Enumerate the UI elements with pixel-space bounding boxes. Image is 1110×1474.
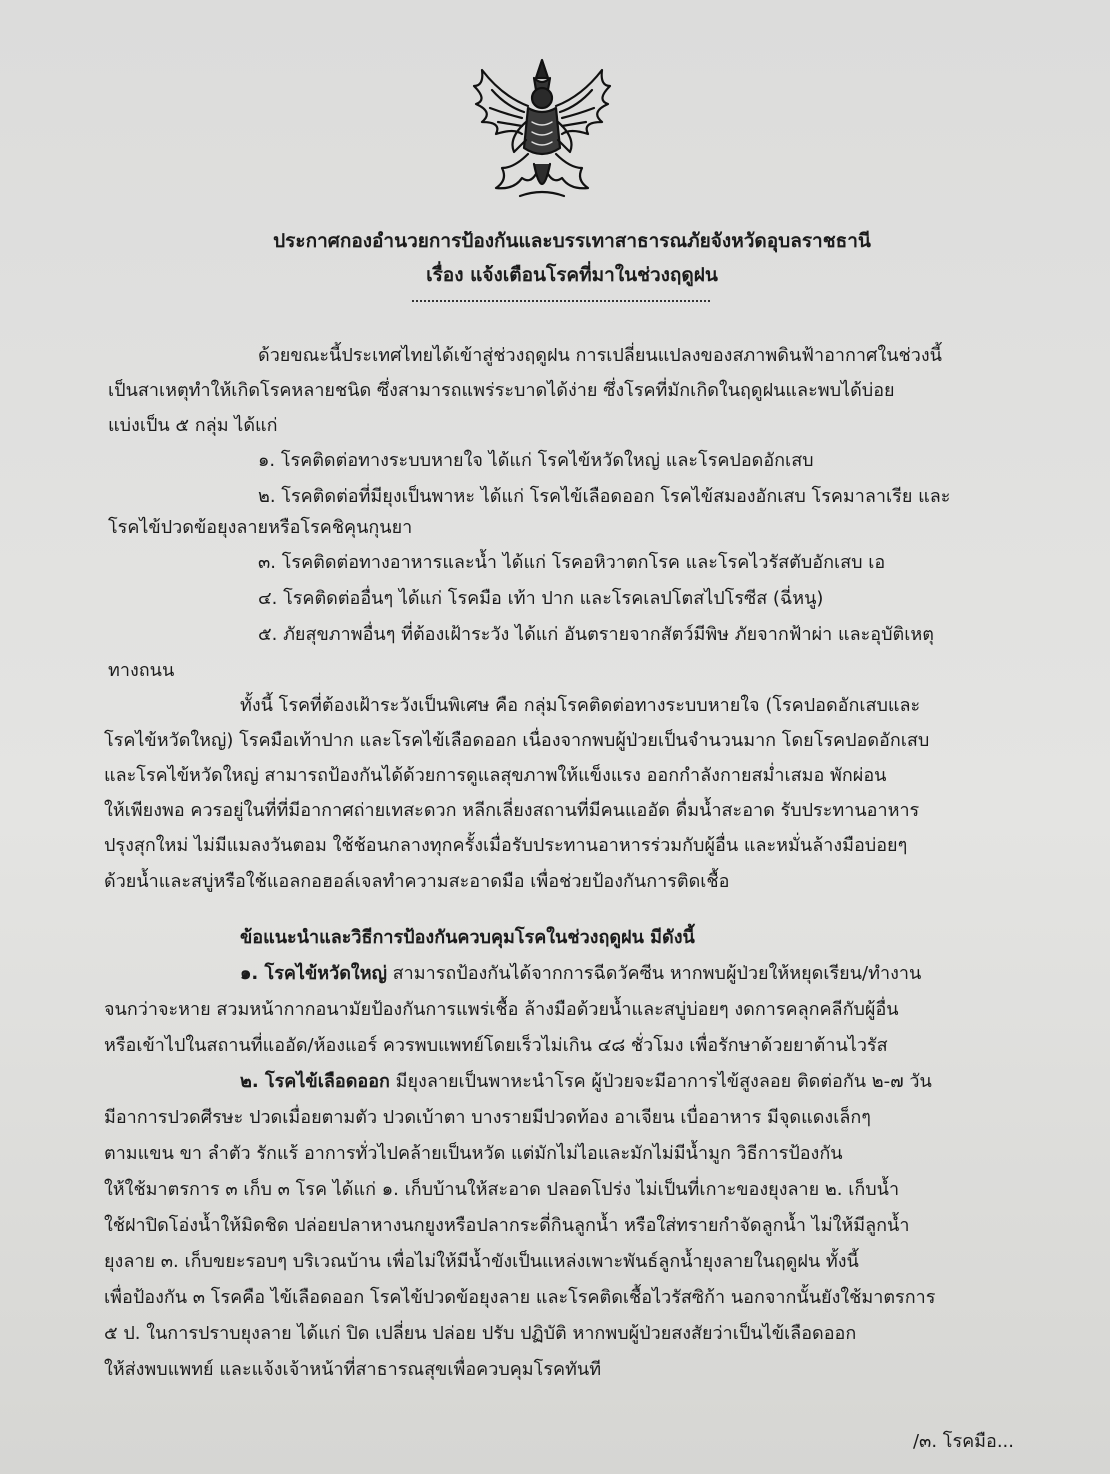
dengue-line-1 [240, 1070, 932, 1094]
intro-line-1: ด้วยขณะนี้ประเทศไทยได้เข้าสู่ช่วงฤดูฝน การเปลี่ยนแปลงของสภาพดินฟ้าอากาศในช่วงนี้ [258, 345, 942, 366]
flu-line-1 [240, 962, 921, 986]
dengue-heading: ๒. โรคไข้เลือดออก [240, 1071, 390, 1092]
announcement-title: ประกาศกองอำนวยการป้องกันและบรรเทาสาธารณภัยจังหวัดอุบลราชธานี [273, 230, 871, 252]
continuation-note: /๓. โรคมือ... [912, 1431, 1014, 1452]
special-line-5: ปรุงสุกใหม่ ไม่มีแมลงวันตอม ใช้ช้อนกลางทุกครั้งเมื่อรับประทานอาหารร่วมกับผู้อื่น และหมั่นล้างมือบ่อยๆ [104, 835, 908, 856]
intro-line-2: เป็นสาเหตุทำให้เกิดโรคหลายชนิด ซึ่งสามารถแพร่ระบาดได้ง่าย ซึ่งโรคที่มักเกิดในฤดูฝนและพบได้บ่อย [108, 380, 895, 401]
intro-line-3: แบ่งเป็น ๕ กลุ่ม ได้แก่ [108, 415, 278, 436]
dengue-line-9: ให้ส่งพบแพทย์ และแจ้งเจ้าหน้าที่สาธารณสุขเพื่อควบคุมโรคทันที [104, 1359, 602, 1380]
dengue-line-8: ๕ ป. ในการปราบยุงลาย ได้แก่ ปิด เปลี่ยน ปล่อย ปรับ ปฏิบัติ หากพบผู้ป่วยสงสัยว่าเป็นไข้เลือดออก [104, 1323, 857, 1344]
special-line-4: ให้เพียงพอ ควรอยู่ในที่ที่มีอากาศถ่ายเทสะดวก หลีกเลี่ยงสถานที่มีคนแออัด ดื่มน้ำสะอาด รับประทานอาหาร [104, 800, 920, 821]
dengue-line-7: เพื่อป้องกัน ๓ โรคคือ ไข้เลือดออก โรคไข้ปวดข้อยุงลาย และโรคติดเชื้อไวรัสซิก้า นอกจากนั้นยังใช้มาตรการ [104, 1287, 936, 1308]
dotted-divider [412, 300, 710, 302]
special-line-6: ด้วยน้ำและสบู่หรือใช้แอลกอฮอล์เจลทำความสะอาดมือ เพื่อช่วยป้องกันการติดเชื้อ [104, 871, 730, 892]
garuda-emblem [462, 56, 622, 206]
special-line-2: โรคไข้หวัดใหญ่) โรคมือเท้าปาก และโรคไข้เลือดออก เนื่องจากพบผู้ป่วยเป็นจำนวนมาก โดยโรคปอดอักเสบ [104, 730, 930, 751]
group-5-line-1: ๕. ภัยสุขภาพอื่นๆ ที่ต้องเฝ้าระวัง ได้แก่ อันตรายจากสัตว์มีพิษ ภัยจากฟ้าผ่า และอุบัติเหตุ [258, 624, 934, 645]
group-5-line-2: ทางถนน [108, 660, 175, 681]
group-2-line-1: ๒. โรคติดต่อที่มียุงเป็นพาหะ ได้แก่ โรคไข้เลือดออก โรคไข้สมองอักเสบ โรคมาลาเรีย และ [258, 486, 951, 507]
flu-text-1: สามารถป้องกันได้จากการฉีดวัคซีน หากพบผู้ป่วยให้หยุดเรียน/ทำงาน [386, 963, 922, 984]
dengue-line-6: ยุงลาย ๓. เก็บขยะรอบๆ บริเวณบ้าน เพื่อไม่ให้มีน้ำขังเป็นแหล่งเพาะพันธ์ลูกน้ำยุงลายในฤดูฝน ทั้งนี้ [104, 1251, 859, 1272]
dengue-line-5: ใช้ฝาปิดโอ่งน้ำให้มิดชิด ปล่อยปลาหางนกยูงหรือปลากระดี่กินลูกน้ำ หรือใส่ทรายกำจัดลูกน้ำ ไม่ให้มีลูกน้ำ [104, 1215, 910, 1236]
flu-line-3: หรือเข้าไปในสถานที่แออัด/ห้องแอร์ ควรพบแพทย์โดยเร็วไม่เกิน ๔๘ ชั่วโมง เพื่อรักษาด้วยยาต้านไวรัส [104, 1035, 888, 1056]
special-line-1: ทั้งนี้ โรคที่ต้องเฝ้าระวังเป็นพิเศษ คือ กลุ่มโรคติดต่อทางระบบหายใจ (โรคปอดอักเสบและ [240, 695, 921, 716]
dengue-line-4: ให้ใช้มาตรการ ๓ เก็บ ๓ โรค ได้แก่ ๑. เก็บบ้านให้สะอาด ปลอดโปร่ง ไม่เป็นที่เกาะของยุงลาย ๒. เก็บน้ำ [104, 1179, 900, 1200]
dengue-line-2: มีอาการปวดศีรษะ ปวดเมื่อยตามตัว ปวดเบ้าตา บางรายมีปวดท้อง อาเจียน เบื่ออาหาร มีจุดแดงเล็กๆ [104, 1107, 871, 1128]
group-1: ๑. โรคติดต่อทางระบบหายใจ ได้แก่ โรคไข้หวัดใหญ่ และโรคปอดอักเสบ [258, 450, 814, 471]
group-4: ๔. โรคติดต่ออื่นๆ ได้แก่ โรคมือ เท้า ปาก และโรคเลปโตสไปโรซีส (ฉี่หนู) [258, 588, 824, 609]
dengue-text-1: มียุงลายเป็นพาหะนำโรค ผู้ป่วยจะมีอาการไข้สูงลอย ติดต่อกัน ๒-๗ วัน [389, 1071, 932, 1092]
announcement-subject: เรื่อง แจ้งเตือนโรคที่มาในช่วงฤดูฝน [426, 264, 718, 286]
flu-line-2: จนกว่าจะหาย สวมหน้ากากอนามัยป้องกันการแพร่เชื้อ ล้างมือด้วยน้ำและสบู่บ่อยๆ งดการคลุกคลีกับผู้อื่น [104, 999, 899, 1020]
special-line-3: และโรคไข้หวัดใหญ่ สามารถป้องกันได้ด้วยการดูแลสุขภาพให้แข็งแรง ออกกำลังกายสม่ำเสมอ พักผ่อน [104, 765, 887, 786]
flu-heading: ๑. โรคไข้หวัดใหญ่ [240, 963, 387, 984]
group-3: ๓. โรคติดต่อทางอาหารและน้ำ ได้แก่ โรคอหิวาตกโรค และโรคไวรัสตับอักเสบ เอ [258, 552, 886, 573]
group-2-line-2: โรคไข้ปวดข้อยุงลายหรือโรคชิคุนกุนยา [108, 517, 413, 538]
dengue-line-3: ตามแขน ขา ลำตัว รักแร้ อาการทั่วไปคล้ายเป็นหวัด แต่มักไม่ไอและมักไม่มีน้ำมูก วิธีการป้องกัน [104, 1143, 843, 1164]
advice-heading: ข้อแนะนำและวิธีการป้องกันควบคุมโรคในช่วงฤดูฝน มีดังนี้ [240, 927, 695, 948]
